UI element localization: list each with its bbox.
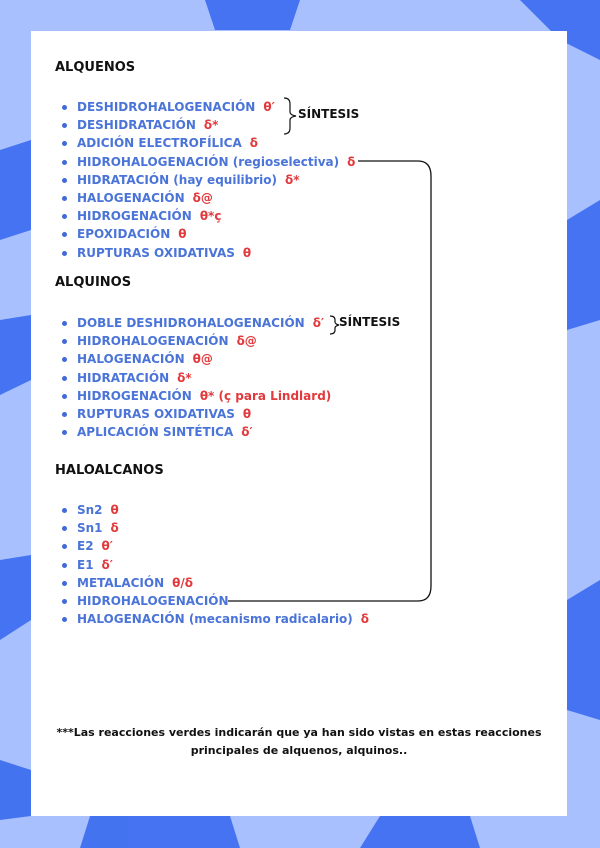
list-item: HALOGENACIÓN (mecanismo radicalario) δ [77,610,369,628]
list-item: DOBLE DESHIDROHALOGENACIÓN δ′ [77,314,331,332]
list-item: HIDRATACIÓN δ* [77,369,331,387]
footer-note [31,724,567,760]
footer-line-2: principales de alquenos, alquinos.. [190,744,408,757]
list-item: APLICACIÓN SINTÉTICA δ′ [77,423,331,441]
list-item: HIDROGENACIÓN θ*ç [77,207,355,225]
list-item: RUPTURAS OXIDATIVAS θ [77,244,355,262]
brace-alquinos-icon [330,316,339,334]
list-item: HIDROHALOGENACIÓN (regioselectiva) δ [77,153,355,171]
list-item: E1 δ′ [77,556,369,574]
footer-line-1: ***Las reacciones verdes indicarán que ya han sido vistas en estas reacciones [56,726,542,739]
brace-alquenos-icon [284,98,296,134]
list-item: RUPTURAS OXIDATIVAS θ [77,405,331,423]
list-item: HIDRATACIÓN (hay equilibrio) δ* [77,171,355,189]
list-item: METALACIÓN θ/δ [77,574,369,592]
list-item: EPOXIDACIÓN θ [77,225,355,243]
section-title-alquinos: ALQUINOS [55,275,132,290]
connector-line [228,161,431,601]
list-item: HIDROHALOGENACIÓN [77,592,369,610]
list-item: HIDROGENACIÓN θ* (ç para Lindlard) [77,387,331,405]
list-item: E2 θ′ [77,537,369,555]
sintesis-label-alquenos: SÍNTESIS [298,107,360,121]
section-title-haloalcanos: HALOALCANOS [55,463,164,478]
section-title-alquenos: ALQUENOS [55,60,136,75]
list-item: ADICIÓN ELECTROFÍLICA δ [77,134,355,152]
list-item: HIDROHALOGENACIÓN δ@ [77,332,331,350]
list-item: HALOGENACIÓN θ@ [77,350,331,368]
list-item: DESHIDROHALOGENACIÓN θ′ [77,98,355,116]
list-item: Sn1 δ [77,519,369,537]
list-item: DESHIDRATACIÓN δ* [77,116,355,134]
sintesis-label-alquinos: SÍNTESIS [339,315,401,329]
list-item: HALOGENACIÓN δ@ [77,189,355,207]
list-item: Sn2 θ [77,501,369,519]
